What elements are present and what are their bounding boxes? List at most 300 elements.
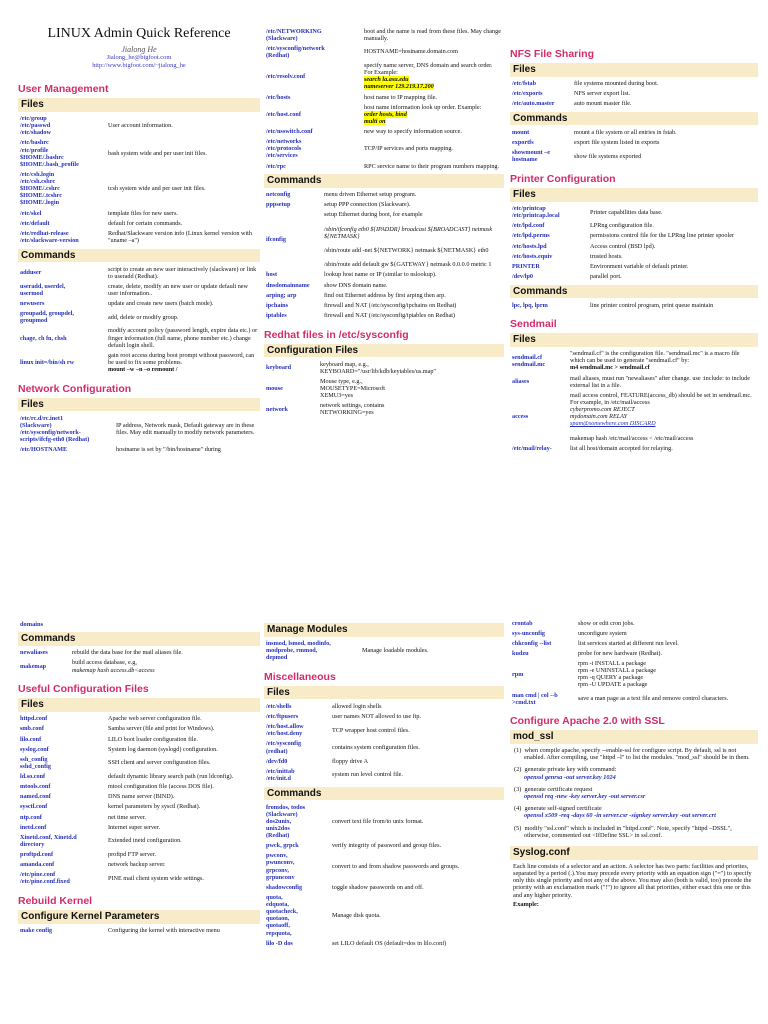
printer-commands-table [510,300,758,310]
useful-file-key: ssh_config sshd_config [20,755,51,770]
user-file-desc: User account information. [108,122,173,130]
kernel-table [18,926,260,936]
syslog-example-label: Example: [513,900,539,908]
misc-cmd-key: fromdos, todos (Slackware) dos2unix, unix2dos (Redhat) [266,803,306,840]
user-cmd-desc: add, delete or modify group. [108,313,179,321]
table-row [18,326,260,350]
misc-file-desc: floppy drive A [332,757,369,765]
network-files-continued [264,26,504,171]
printer-file-key: /etc/hosts.equiv [512,252,553,260]
misc-cmd-key: lilo -D dos [266,939,293,947]
table-row [18,812,260,822]
printer-cmd-desc: line printer control program, print queue maintain [590,301,714,309]
net-file-desc: TCP/IP services and ports mapping. [364,145,453,153]
table-row [18,926,260,936]
user-file-desc: bash system wide and per user init files. [108,150,207,158]
table-row [510,241,758,251]
net-file-key: /etc/NETWORKING (Slackware) [266,27,322,42]
misc-file-key: /etc/inittab /etc/init.d [266,767,295,782]
subheading-files: Files [510,188,758,202]
user-cmd-desc: modify account policy (password length, expire data etc.) or finger information (full name, phone number etc.) change default login shell. [108,327,258,349]
net-file-key: /etc/resolv.conf [266,72,306,80]
sendmail-key: aliases [512,378,530,386]
useful-file-key: httpd.conf [20,715,48,723]
net-cmd-key: dnsdomainname [266,281,310,289]
table-row [18,228,260,245]
ssl-step: (4) generate self-signed certificate openssl x509 -req -days 60 -in server.csr -signkey server.key -out server.crt [514,805,716,820]
table-row [18,648,260,658]
table-row [18,281,260,298]
misc-cmd-key: crontab [512,619,533,627]
module-key: insmod, lsmod, modinfo, modprobe, rmmod, depmod [266,640,331,662]
printer-cmd-key: lpc, lpq, lprm [512,301,548,309]
user-file-key: /etc/redhat-release /etc/slackware-version [20,229,79,244]
net-cmd-desc: lookup host name or IP (similar to nslookup). [324,271,437,279]
useful-file-desc: network backup server. [108,861,166,869]
mail-cmd-key: makemap [20,663,47,671]
ssl-step: (5) modify "ssl.conf" which is included in "httpd.conf". Note, specify "httpd –DSSL", otherwise, commented out <IfDefine SSL> in ssl.conf. [514,824,732,839]
misc-cmd-desc: probe for new hardware (Redhat). [578,649,663,657]
net-cmd-desc: firewall and NAT (/etc/sysconfig/ipchains on Redhat) [324,301,457,309]
subheading-mod-ssl: mod_ssl [510,730,758,744]
modules-table [264,639,504,663]
table-row [264,310,504,320]
printer-file-key: /etc/hosts.lpd [512,242,547,250]
net-cmd-key: pppsetup [266,201,291,209]
table-row [510,79,758,89]
user-files-table [18,114,260,246]
sendmail-desc: mail access control, FEATURE(access_db) should be set in sendmail.mc. For example, in /etc/mail/access cyberpromo.com REJECT mydomain.com RELAY spam@somewhere.com DISCARD makemap hash /etc/mail/access < /etc/mail/access [570,391,752,442]
user-cmd-desc: create, delete, modify an new user or update default new user information.. [108,282,249,297]
table-row [510,628,758,638]
ssl-step: (3) generate certificate request openssl req -new -key server.key -out server.csr [514,785,646,800]
misc-cmd-desc: set LILO default OS (default=dos in lilo.conf) [332,939,447,947]
misc-file-desc: user names NOT allowed to use ftp. [332,713,422,721]
table-row [510,443,758,453]
table-row [510,204,758,221]
table-row [510,89,758,99]
net-cmd-key: host [266,271,278,279]
table-row [510,127,758,137]
subheading-files: Files [18,398,260,412]
table-row [510,251,758,261]
column-1 [18,22,260,492]
misc-cmd-desc: convert to and from shadow passwords and groups. [332,863,460,870]
p2-column-1 [18,620,260,1024]
table-row [18,772,260,782]
table-row [264,756,504,766]
nfs-cmd-desc: show file systems exported [574,152,642,160]
net-file-desc: boot and the name is read from these files. May change manually. [364,27,501,42]
table-row [264,290,504,300]
useful-file-key: /etc/pine.conf /etc/pine.conf.fixed [20,871,70,886]
net-file-desc: host name to IP mapping file. [364,93,437,101]
nfs-file-desc: NFS server export list. [574,90,631,98]
user-cmd-key: adduser [20,269,42,277]
table-row [18,850,260,860]
table-row [18,744,260,754]
misc-cmd-key: shadowconfig [266,883,303,891]
table-row [264,61,504,93]
table-row [510,659,758,691]
useful-file-key: ld.so.conf [20,773,46,781]
misc-cmd-desc: show or edit cron jobs. [578,619,635,627]
subheading-commands: Commands [18,249,260,263]
printer-file-desc: parallel port. [590,272,622,280]
user-file-desc: Redhat/Slackware version info (Linux kernel version with "uname –a") [108,229,252,244]
sysconfig-desc: Mouse type, e.g., MOUSETYPE=Microsoft XEMU3=yes [320,377,386,400]
table-row [264,161,504,171]
mail-cmd-key: newaliases [20,649,48,657]
user-file-desc: template files for new users. [108,209,178,217]
net-file-key: /etc/networks /etc/protocols /etc/services [266,138,302,160]
syslog-description: Each line consists of a selector and an action. A selector has two parts: facilities and priorites, separated by a period (.).You may precede every priority with an equation sign ("=") to specify only this single priority and not any of the above. You may also (both is valid, too) precede the priority with an exclamation mark ("!") to ignore all that priorities, either exact this one or this and any higher priority. [513,862,752,899]
table-row [18,754,260,771]
nfs-file-key: /etc/auto.master [512,100,555,108]
user-cmd-desc: gain root access during boot prompt without password, can be used to fix some problems. mount –w –n –o remount / [108,351,255,374]
ssl-steps [510,746,758,840]
ssl-step: (1) when compile apache, specify --enable-ssl for configure script. By default, ssl is not enabled. After compiling, use "httpd –l" to list the modules. "mod_ssl" should be in them. [514,746,750,762]
useful-file-desc: mtool configuration file (access DOS file). [108,783,214,791]
misc-cmd-desc: convert text file from/to unix format. [332,817,424,825]
nfs-cmd-desc: export file system listed in exports [574,139,660,147]
kernel-key: make config [20,927,53,935]
table-row [264,701,504,711]
table-row [18,413,260,445]
section-user-management: User Management [18,83,109,95]
useful-file-desc: proftpd FTP server. [108,851,157,859]
user-file-key: /etc/group /etc/passwd /etc/shadow [20,115,51,137]
user-commands-table [18,264,260,375]
section-redhat-sysconfig: Redhat files in /etc/sysconfig [264,328,409,341]
useful-file-desc: SSH client and server configuration files. [108,759,211,767]
user-file-key: /etc/default [20,219,50,227]
table-row [510,349,758,373]
net-file-desc: HOSTNAME=hostname.domain.com [364,48,458,56]
table-row [18,860,260,870]
nfs-commands-table [510,127,758,165]
table-row [264,127,504,137]
misc-cmd-key: pwck, grpck [266,842,299,850]
subheading-configure-kernel: Configure Kernel Parameters [18,910,260,924]
domains-label: domains [20,621,44,628]
net-file-desc: new way to specify information source. [364,128,462,135]
table-row [18,445,260,455]
useful-file-key: inetd.conf [20,823,47,831]
misc-file-desc: TCP wrapper host control files. [332,726,410,734]
section-useful-config: Useful Configuration Files [18,683,149,696]
nfs-file-desc: file systems mounted during boot. [574,80,659,88]
useful-file-desc: net time server. [108,813,146,821]
author-email[interactable]: Jialong_he@bigfoot.com [106,54,172,62]
table-row [264,851,504,883]
p2-column-3 [510,618,758,1024]
user-cmd-desc: script to create an new user interactively (slackware) or link to useradd (Redhat). [108,265,257,280]
author-url[interactable]: http://www.bigfoot.com/~jialong_he [92,61,186,69]
subheading-configuration-files: Configuration Files [264,344,504,358]
mail-commands-table [18,648,260,675]
table-row [18,734,260,744]
subheading-syslog: Syslog.conf [510,846,758,860]
net-cmd-desc: menu driven Ethernet setup program. [324,191,417,199]
useful-file-desc: PINE mail client system wide settings. [108,874,204,882]
nfs-cmd-desc: mount a file system or all entries in fstab. [574,128,677,136]
misc-cmd-key: sys-unconfig [512,629,546,637]
table-row [264,841,504,851]
table-row [510,373,758,390]
table-row [264,882,504,892]
misc-file-desc: allowed login shells [332,702,382,710]
nfs-cmd-key: showmount –e hostname [512,149,550,164]
printer-file-desc: permissions control file for the LPRng line printer spooler [590,232,735,240]
table-row [264,938,504,948]
table-row [264,892,504,938]
subheading-commands: Commands [264,787,504,801]
nfs-file-desc: auto mount master file. [574,100,632,108]
table-row [18,114,260,138]
misc-file-key: /etc/sysconfig (redhat) [266,740,302,755]
table-row [18,832,260,849]
table-row [264,722,504,739]
net-cmd-desc: firewall and NAT (/etc/sysconfig/iptables on Redhat) [324,311,455,319]
printer-file-key: /dev/lp0 [512,272,533,280]
sendmail-key: access [512,413,529,421]
table-row [264,300,504,310]
misc-file-key: /etc/shells [266,702,292,710]
section-sendmail: Sendmail [510,318,557,331]
subheading-files: Files [18,98,260,112]
table-row [264,210,504,270]
sendmail-key: sendmail.cf sendmail.mc [512,353,546,368]
subheading-files: Files [510,63,758,77]
table-row [264,639,504,663]
useful-file-key: ntp.conf [20,813,42,821]
useful-file-desc: Extended inetd configuration. [108,837,182,845]
table-row [510,271,758,281]
useful-file-desc: Apache web server configuration file. [108,715,202,723]
nfs-file-key: /etc/fstab [512,80,537,88]
useful-file-key: sysctl.conf [20,803,48,811]
useful-file-desc: Samba server (file and print for Windows). [108,725,215,733]
subheading-files: Files [18,698,260,712]
user-file-desc: default for certain commands. [108,219,183,227]
doc-title: LINUX Admin Quick Reference [47,26,231,41]
column-2 [264,26,504,496]
table-row [18,350,260,374]
printer-file-desc: Access control (BSD lpd). [590,242,656,250]
net-file-desc: host name information look up order. Example: order hosts, bind multi on [364,103,482,125]
table-row [18,724,260,734]
useful-file-key: named.conf [20,793,51,801]
table-row [510,261,758,271]
printer-file-desc: Environment variable of default printer. [590,262,689,270]
printer-file-desc: Printer capabilities data base. [590,208,663,216]
table-row [264,43,504,60]
sendmail-table [510,349,758,454]
author: Jialong He [121,45,157,55]
net-cmd-desc: find out Ethernet address by first arping then arp. [324,291,446,299]
user-file-desc: tcsh system wide and per user init files. [108,185,206,193]
misc-cmd-key: quota, edquota, quotacheck, quotaon, quotaoff, repquota, [266,893,298,937]
misc-file-key: /etc/ftpusers [266,713,299,721]
misc-file-desc: system run level control file. [332,771,403,779]
table-row [264,401,504,418]
table-row [18,138,260,170]
useful-file-key: lilo.conf [20,735,42,743]
subheading-commands: Commands [18,632,260,646]
nfs-cmd-key: exportfs [512,139,534,147]
misc-file-key: /dev/fd0 [266,757,288,765]
nfs-file-key: /etc/exports [512,90,543,98]
page-2 [0,512,768,1024]
net-cmd-desc: show DNS domain name. [324,281,388,289]
subheading-commands: Commands [510,285,758,299]
printer-file-key: /etc/printcap /etc/printcap.local [512,205,560,220]
sysconfig-key: keyboard [266,364,292,372]
sendmail-key: /etc/mail/relay- [512,444,552,452]
section-nfs: NFS File Sharing [510,48,595,60]
table-row [18,658,260,675]
net-file-desc: RPC service name to their program numbers mapping. [364,162,500,170]
net-file-key: /etc/host.conf [266,110,301,118]
net-file-key: /etc/sysconfig/network (Redhat) [266,44,325,59]
table-row [264,26,504,43]
table-row [18,870,260,887]
printer-file-desc: LPRng configuration file. [590,222,654,230]
misc-cmd-key: chkconfig --list [512,639,552,647]
module-desc: Manage loadable modules. [362,647,429,655]
sysconfig-key: mouse [266,384,283,392]
printer-file-desc: trusted hosts. [590,252,623,260]
table-row [264,280,504,290]
subheading-commands: Commands [264,174,504,188]
table-row [18,264,260,281]
section-printer: Printer Configuration [510,172,616,185]
sendmail-desc: list all host/domain accepted for relaying. [570,444,673,452]
net-file-key: /etc/hosts [266,93,291,101]
table-row [510,618,758,628]
user-file-key: /etc/csh.login /etc/csh.cshrc $HOME/.cshrc $HOME/.tcshrc $HOME/.login [20,170,62,207]
useful-file-key: smb.conf [20,725,44,733]
misc-cmd-key: kudzu [512,649,529,657]
misc-cmd-desc: unconfigure system [578,629,627,637]
section-apache-ssl: Configure Apache 2.0 with SSL [510,715,665,728]
net-file-key: /etc/nsswitch.conf [266,128,313,135]
user-cmd-desc: update and create new users (batch mode). [108,300,214,308]
misc-commands-table [264,802,504,948]
sysconfig-desc: network settings, contains NETWORKING=yes [320,402,385,417]
p2-column-2 [264,620,504,1024]
misc-cmd-desc: toggle shadow passwords on and off. [332,883,424,891]
nfs-files-table [510,79,758,109]
net-cmd-key: ipchains [266,301,289,309]
user-cmd-key: chage, ch fn, chsh [20,334,67,342]
net-cmd-desc: setup Ethernet during boot, for example /sbin/ifconfig eth0 ${IPADDR} broadcast ${BROADCAST} netmask ${NETMASK} /sbin/route add -net ${NETWORK} netmask ${NETMASK} eth0 /sbin/route add default gw ${GATEWAY} netmask 0.0.0.0 metric 1 [324,211,493,269]
net-file-key: /etc/rpc [266,162,286,170]
sysconfig-table [264,359,504,418]
misc-cmd-desc: list services started at different run level. [578,639,679,647]
useful-file-desc: kernel parameters by sysctl (Redhat). [108,803,201,811]
user-cmd-key: groupadd, groupdel, groupmod [20,310,74,325]
table-row [264,739,504,756]
subheading-files: Files [510,333,758,347]
misc-files-table [264,701,504,783]
net-cmd-key: ifconfig [266,236,286,244]
table-row [510,138,758,148]
useful-file-key: syslog.conf [20,745,49,753]
net-file-key: /etc/rc.d/rc.inet1 (Slackware) /etc/sysconfig/network- scripts/ifcfg-eth0 (Redhat) [20,414,90,444]
misc-cmd-desc: save a man page as a text file and remove control characters. [578,695,729,703]
table-row [264,137,504,161]
printer-file-key: /etc/lpd.perms [512,232,550,240]
useful-files-table [18,714,260,887]
table-row [510,231,758,241]
table-row [264,102,504,126]
sysconfig-desc: keyboard map, e.g., KEYBOARD="/usr/lib/kdb/keytables/us.map" [320,360,436,375]
table-row [18,714,260,724]
table-row [18,299,260,309]
net-cmd-desc: setup PPP connection (Slackware). [324,201,411,209]
table-row [18,802,260,812]
useful-file-key: Xinetd.conf, Xinetd.d directory [20,833,77,848]
mail-cmd-desc: rebuild the data base for the mail aliases file. [72,649,183,657]
useful-file-desc: LILO boot loader configuration file. [108,735,198,743]
net-file-desc: hostname is set by "/bin/hostname" during [116,446,221,454]
misc-cmd-desc: rpm -i INSTALL a package rpm -e UNINSTALL a package rpm -q QUERY a package rpm -U UPDATE a package [578,660,656,689]
printer-file-key: /etc/lpd.conf [512,222,545,230]
network-files-table [18,413,260,455]
table-row [18,792,260,802]
column-3 [510,44,758,504]
user-cmd-key: linux init=/bin/sh rw [20,358,75,366]
table-row [18,208,260,218]
useful-file-desc: DNS name server (BIND). [108,793,175,801]
net-file-desc: IP address, Network mask, Default gateway are in these files. May edit manually to modify network parameters. [116,421,255,436]
useful-file-desc: System log daemon (syslogd) configuration. [108,745,218,753]
user-file-key: /etc/skel [20,209,42,217]
ssl-step: (2) generate private key with command: openssl genrsa -out server.key 1024 [514,766,617,781]
table-row [264,200,504,210]
table-row [264,359,504,376]
table-row [18,169,260,208]
table-row [510,648,758,658]
kernel-desc: Configuring the kernel with interactive menu [108,927,220,935]
table-row [510,99,758,109]
misc-cmd-key: rpm [512,670,524,678]
table-row [510,148,758,165]
net-file-desc: specify name server, DNS domain and search order. For Example: search la.asu.edu nameserver 129.219.17.200 [364,62,493,91]
subheading-commands: Commands [510,112,758,126]
sendmail-desc: mail aliases, must run "newaliases" after change. use :include: to include external list in a file. [570,374,750,389]
misc-file-key: /etc/host.allow /etc/host.deny [266,723,304,738]
section-miscellaneous: Miscellaneous [264,670,336,683]
net-file-key: /etc/HOSTNAME [20,446,68,454]
table-row [510,221,758,231]
section-network-configuration: Network Configuration [18,382,132,395]
net-cmd-key: arping; arp [266,291,297,299]
table-row [510,638,758,648]
table-row [264,712,504,722]
misc-cmd-key: pwconv, pwunconv, grpconv, grpunconv [266,852,295,881]
misc-commands-continued [510,618,758,707]
mail-cmd-desc: build access database, e.g, makemap hash access.db<access [72,659,155,674]
network-commands-table [264,190,504,321]
table-row [18,822,260,832]
table-row [510,390,758,443]
table-row [18,309,260,326]
table-row [264,766,504,783]
section-rebuild-kernel: Rebuild Kernel [18,895,93,908]
